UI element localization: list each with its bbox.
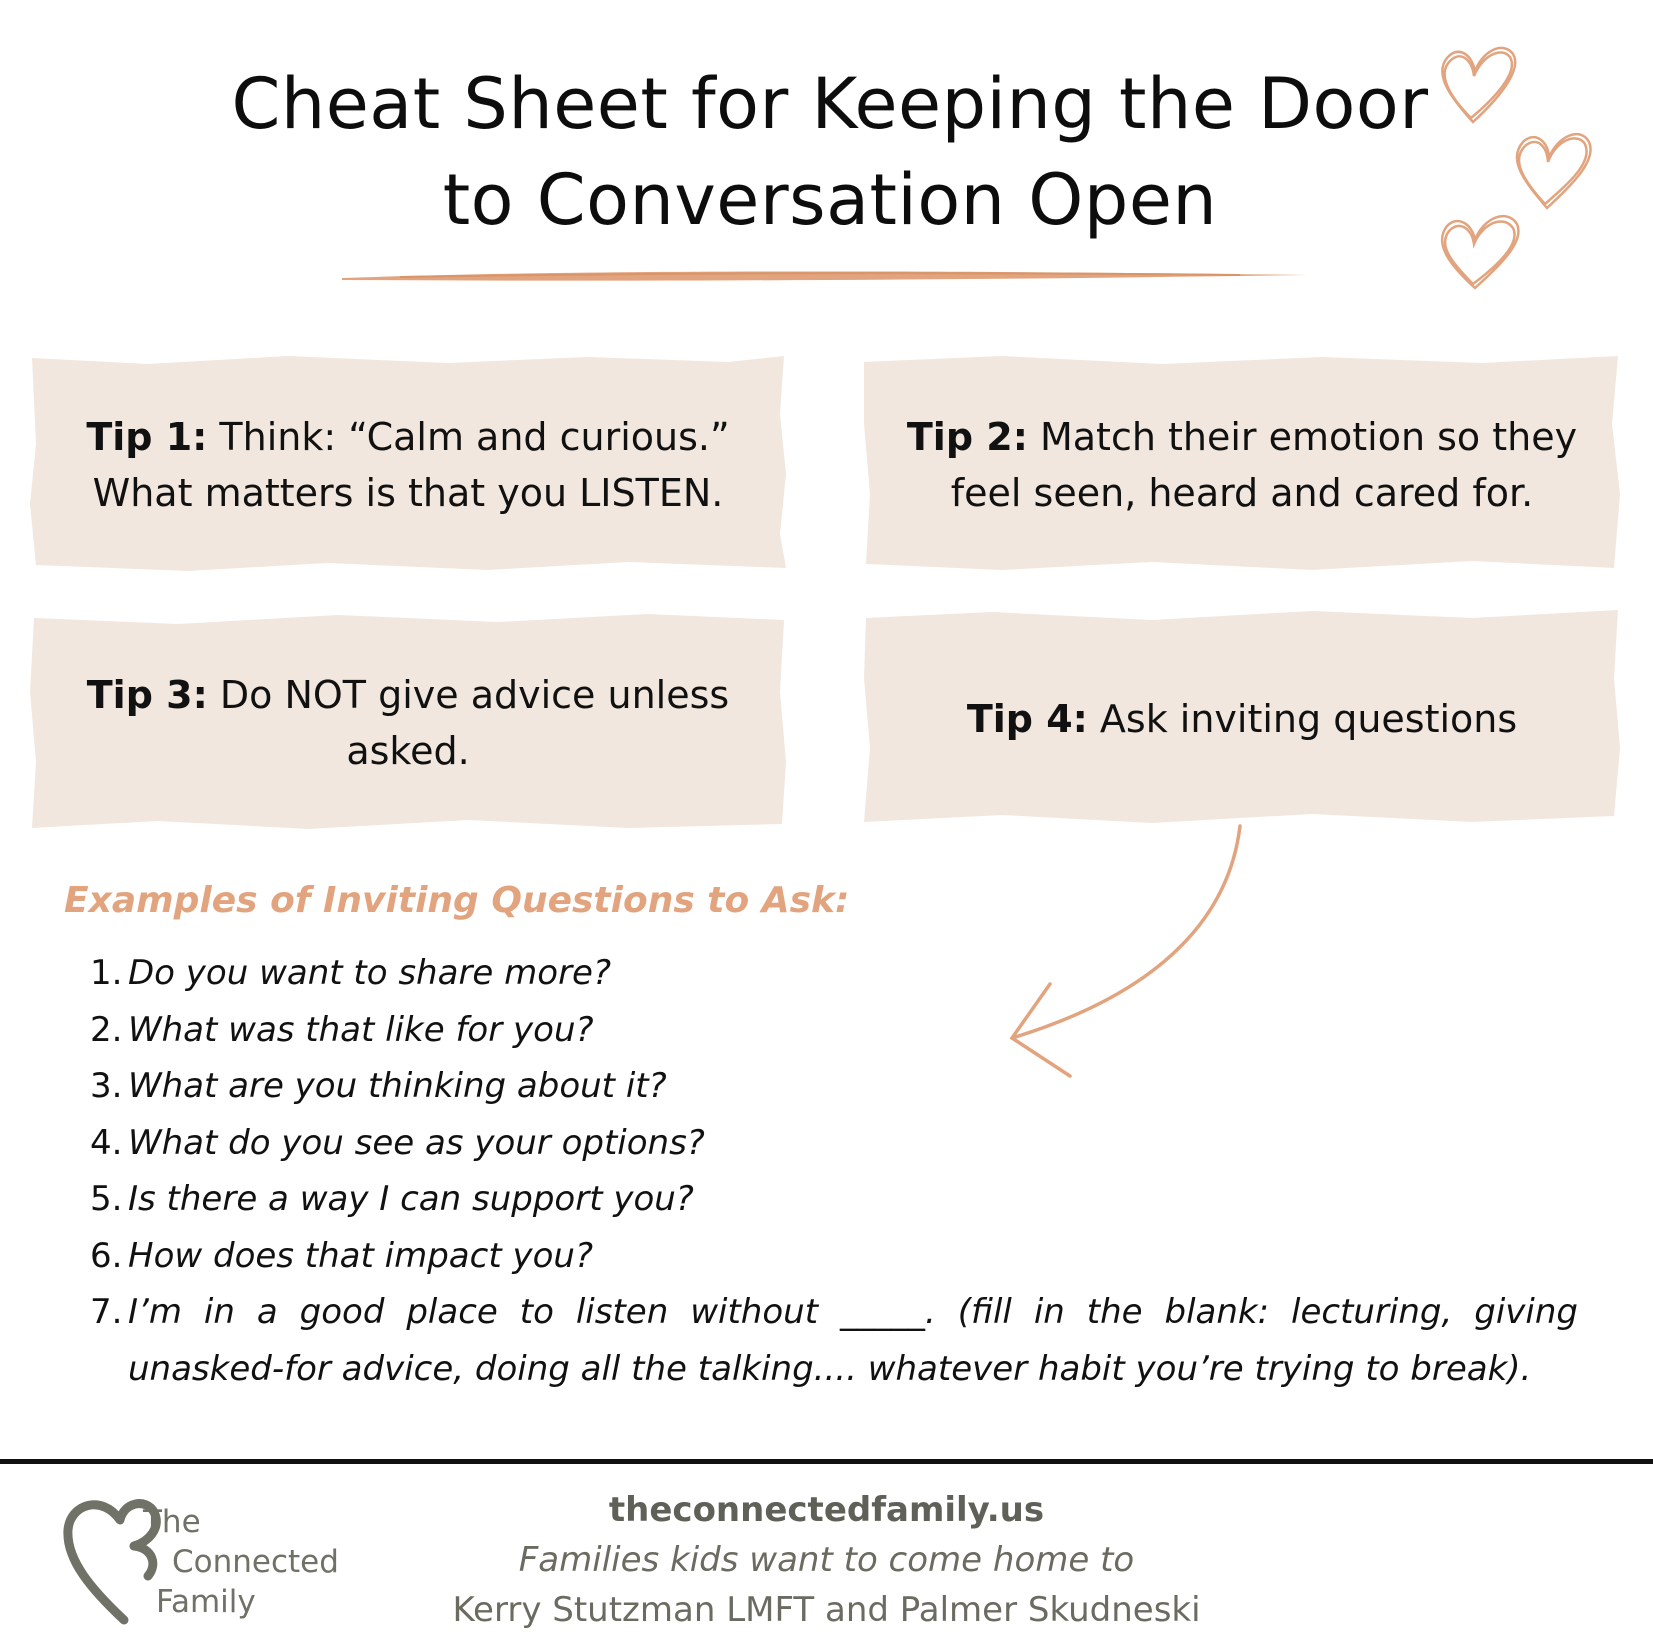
tip-body: Ask inviting questions xyxy=(1087,697,1518,741)
item-number: 7. xyxy=(90,1292,123,1332)
tip-text xyxy=(48,612,768,834)
tip-label: Tip 2: xyxy=(906,415,1028,459)
item-number: 5. xyxy=(90,1179,123,1219)
examples-heading: Examples of Inviting Questions to Ask: xyxy=(64,880,850,921)
item-number: 1. xyxy=(90,953,123,993)
item-number: 6. xyxy=(90,1235,123,1276)
question-text: Do you want to share more? xyxy=(128,953,612,993)
tip-card-4 xyxy=(862,608,1622,830)
page-title xyxy=(180,56,1480,248)
logo-line-1: The xyxy=(143,1504,201,1540)
tip-text xyxy=(882,354,1602,576)
tip-card-2 xyxy=(862,354,1622,576)
item-number: 3. xyxy=(90,1066,123,1106)
list-item xyxy=(90,1284,1590,1397)
list-item xyxy=(90,1228,1590,1285)
authors: Kerry Stutzman LMFT and Palmer Skudneski xyxy=(452,1590,1201,1630)
item-number: 4. xyxy=(90,1122,123,1163)
tip-card-1 xyxy=(28,354,788,576)
list-item xyxy=(90,1058,1590,1115)
question-list xyxy=(90,945,1590,1397)
list-item xyxy=(90,945,1590,1002)
item-number: 2. xyxy=(90,1009,123,1050)
tip-text xyxy=(882,608,1602,830)
title-line-1: Cheat Sheet for Keeping the Door xyxy=(231,63,1429,145)
divider xyxy=(0,1459,1653,1464)
tip-label: Tip 4: xyxy=(966,697,1088,741)
list-item xyxy=(90,1115,1590,1172)
tip-text xyxy=(48,354,768,576)
tip-body: Think: “Calm and curious.” What matters is that you LISTEN. xyxy=(92,415,730,515)
logo-line-3: Family xyxy=(156,1584,256,1620)
tip-label: Tip 1: xyxy=(86,415,208,459)
tip-body: Do NOT give advice unless asked. xyxy=(207,673,730,773)
title-line-2: to Conversation Open xyxy=(442,159,1218,241)
question-text: What was that like for you? xyxy=(128,1009,594,1050)
tip-body: Match their emotion so they feel seen, heard and cared for. xyxy=(950,415,1578,515)
list-item xyxy=(90,1002,1590,1059)
tagline: Families kids want to come home to xyxy=(518,1540,1135,1580)
tip-label: Tip 3: xyxy=(86,673,208,717)
brush-stroke-underline xyxy=(340,266,1310,288)
question-text: How does that impact you? xyxy=(128,1235,593,1276)
question-text: What do you see as your options? xyxy=(128,1122,705,1163)
question-text: Is there a way I can support you? xyxy=(128,1179,694,1219)
tip-card-3 xyxy=(28,612,788,834)
question-text: What are you thinking about it? xyxy=(128,1066,667,1106)
logo-line-2: Connected xyxy=(172,1544,339,1580)
question-text: I’m in a good place to listen without _____. (fill in the blank: lecturing, giving unasked-for advice, doing all the talking.... whatever habit you’re trying to break). xyxy=(128,1292,1578,1389)
list-item xyxy=(90,1171,1590,1228)
website-link[interactable]: theconnectedfamily.us xyxy=(608,1490,1045,1530)
hearts-doodle-icon xyxy=(1425,30,1605,300)
